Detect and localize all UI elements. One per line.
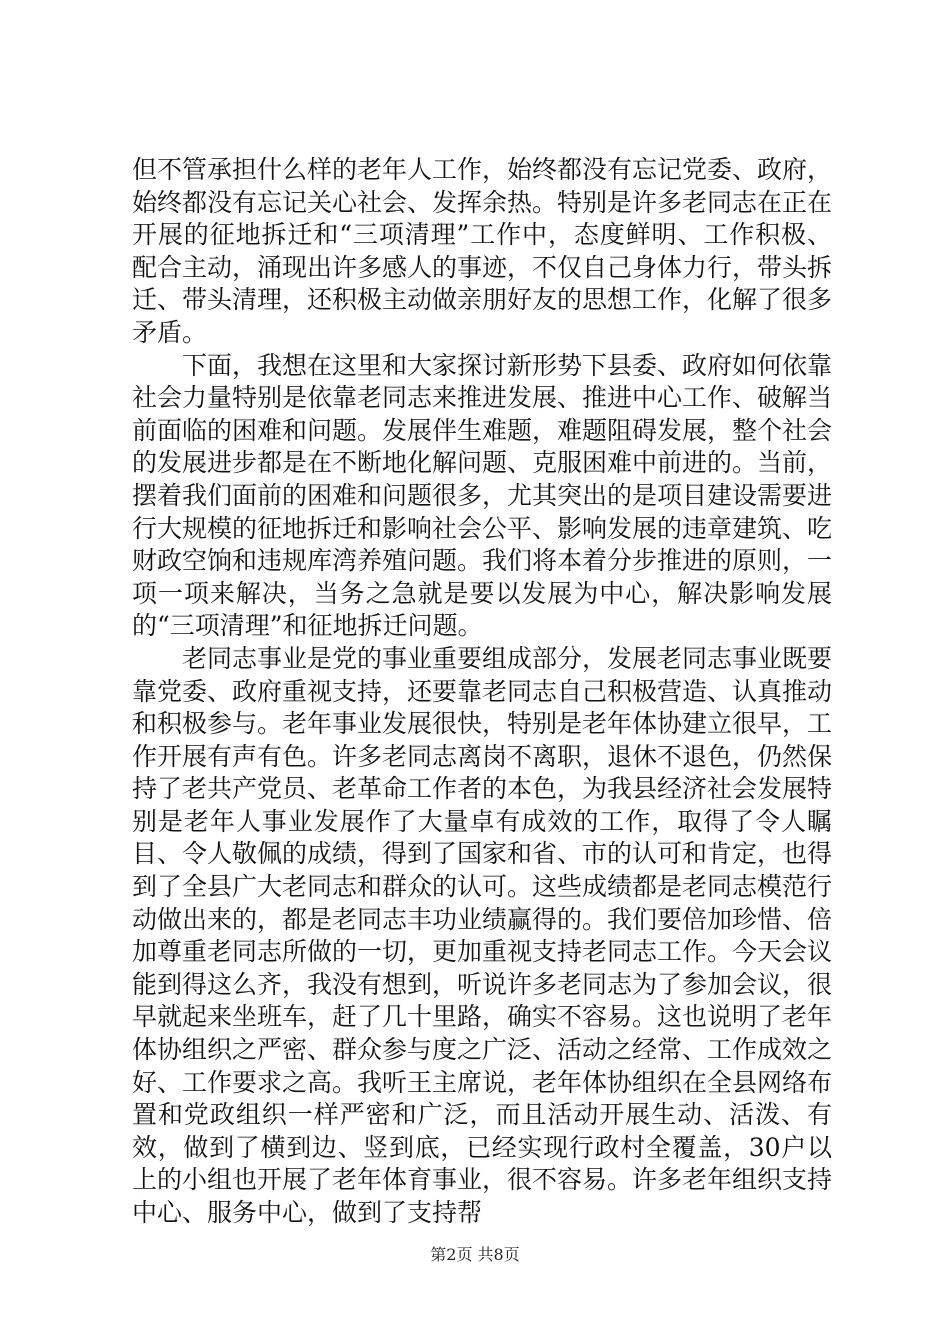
paragraph-3: 老同志事业是党的事业重要组成部分，发展老同志事业既要靠党委、政府重视支持，还要靠老同志自己积极营造、认真推动和积极参与。老年事业发展很快，特别是老年体协建立很早，工作开展有声有色。许多老同志离岗不离职，退休不退色，仍然保持了老共产党员、老革命工作者的本色，为我县经济社会发展特别是老年人事业发展作了大量卓有成效的工作，取得了令人瞩目、令人敬佩的成绩，得到了国家和省、市的认可和肯定，也得到了全县广大老同志和群众的认可。这些成绩都是老同志模范行动做出来的，都是老同志丰功业绩赢得的。我们要倍加珍惜、倍加尊重老同志所做的一切，更加重视支持老同志工作。今天会议能到得这么齐，我没有想到，听说许多老同志为了参加会议，很早就起来坐班车，赶了几十里路，确实不容易。这也说明了老年体协组织之严密、群众参与度之广泛、活动之经常、工作成效之好、工作要求之高。我听王主席说，老年体协组织在全县网络布置和党政组织一样严密和广泛，而且活动开展生动、活泼、有效，做到了横到边、竖到底，已经实现行政村全覆盖，30户以上的小组也开展了老年体育事业，很不容易。许多老年组织支持中心、服务中心，做到了支持帮	[132, 643, 833, 1227]
document-body	[132, 154, 832, 1230]
paragraph-2: 下面，我想在这里和大家探讨新形势下县委、政府如何依靠社会力量特别是依靠老同志来推进发展、推进中心工作、破解当前面临的困难和问题。发展伴生难题，难题阻碍发展，整个社会的发展进步都是在不断地化解问题、克服困难中前进的。当前，摆着我们面前的困难和问题很多，尤其突出的是项目建设需要进行大规模的征地拆迁和影响社会公平、影响发展的违章建筑、吃财政空饷和违规库湾养殖问题。我们将本着分步推进的原则，一项一项来解决，当务之急就是要以发展为中心，解决影响发展的“三项清理”和征地拆迁问题。	[132, 350, 833, 641]
paragraph-1: 但不管承担什么样的老年人工作，始终都没有忘记党委、政府，始终都没有忘记关心社会、发挥余热。特别是许多老同志在正在开展的征地拆迁和“三项清理”工作中，态度鲜明、工作积极、配合主动，涌现出许多感人的事迹，不仅自己身体力行，带头拆迁、带头清理，还积极主动做亲朋好友的思想工作，化解了很多矛盾。	[132, 155, 833, 347]
page-footer: 第2页 共8页	[430, 1245, 520, 1264]
